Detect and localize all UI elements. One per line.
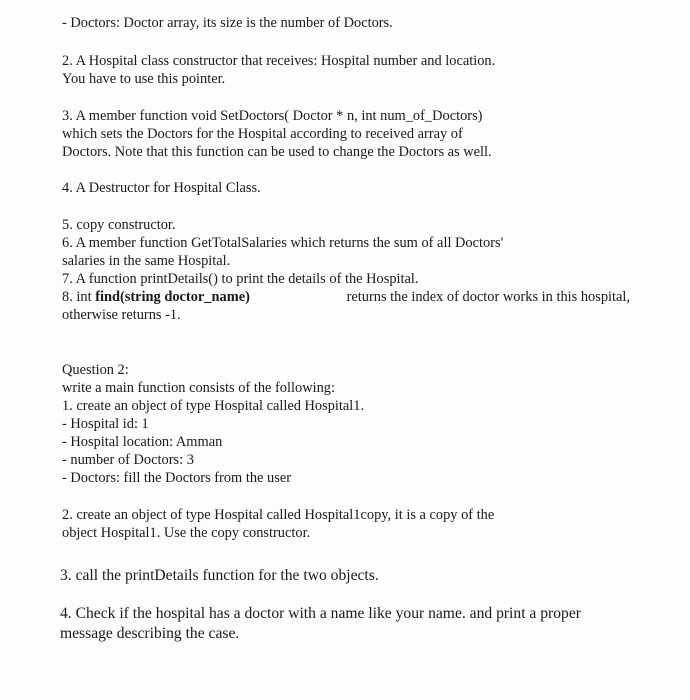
question-2-step-4-line-1: 4. Check if the hospital has a doctor with a name like your name. and print a proper xyxy=(60,605,581,622)
item-5-line: 5. copy constructor. xyxy=(62,217,176,233)
item-6-line-2: salaries in the same Hospital. xyxy=(62,253,231,269)
hospital-location-line: - Hospital location: Amman xyxy=(62,434,223,450)
item-8-function-signature: find(string doctor_name) xyxy=(95,289,250,305)
number-of-doctors-line: - number of Doctors: 3 xyxy=(62,452,194,468)
question-2-step-2-line-2: object Hospital1. Use the copy constructor. xyxy=(62,525,311,541)
item-3-line-3: Doctors. Note that this function can be used to change the Doctors as well. xyxy=(62,144,492,160)
question-2-step-3: 3. call the printDetails function for the two objects. xyxy=(60,567,379,584)
item-4-line: 4. A Destructor for Hospital Class. xyxy=(62,180,261,196)
question-2-step-1: 1. create an object of type Hospital called Hospital1. xyxy=(62,398,365,414)
question-2-step-4-line-2: message describing the case. xyxy=(60,625,240,642)
doctors-array-line: - Doctors: Doctor array, its size is the number of Doctors. xyxy=(62,15,393,31)
item-7-line: 7. A function printDetails() to print the details of the Hospital. xyxy=(62,271,419,287)
item-3-line-2: which sets the Doctors for the Hospital according to received array of xyxy=(62,126,463,142)
item-2-line-1: 2. A Hospital class constructor that receives: Hospital number and location. xyxy=(62,53,496,69)
item-8-line-2: otherwise returns -1. xyxy=(62,307,181,323)
doctors-fill-line: - Doctors: fill the Doctors from the user xyxy=(62,470,291,486)
question-2-intro: write a main function consists of the following: xyxy=(62,380,335,396)
item-8-line-1 xyxy=(62,288,630,306)
item-2-line-2: You have to use this pointer. xyxy=(62,71,226,87)
item-3-line-1: 3. A member function void SetDoctors( Doctor * n, int num_of_Doctors) xyxy=(62,108,483,124)
item-8-prefix: 8. int find(string doctor_name) xyxy=(62,289,250,305)
item-6-line-1: 6. A member function GetTotalSalaries which returns the sum of all Doctors' xyxy=(62,235,504,251)
item-8-suffix: returns the index of doctor works in this hospital, xyxy=(346,289,630,305)
hospital-id-line: - Hospital id: 1 xyxy=(62,416,149,432)
question-2-step-2-line-1: 2. create an object of type Hospital called Hospital1copy, it is a copy of the xyxy=(62,507,495,523)
question-2-title: Question 2: xyxy=(62,362,129,378)
